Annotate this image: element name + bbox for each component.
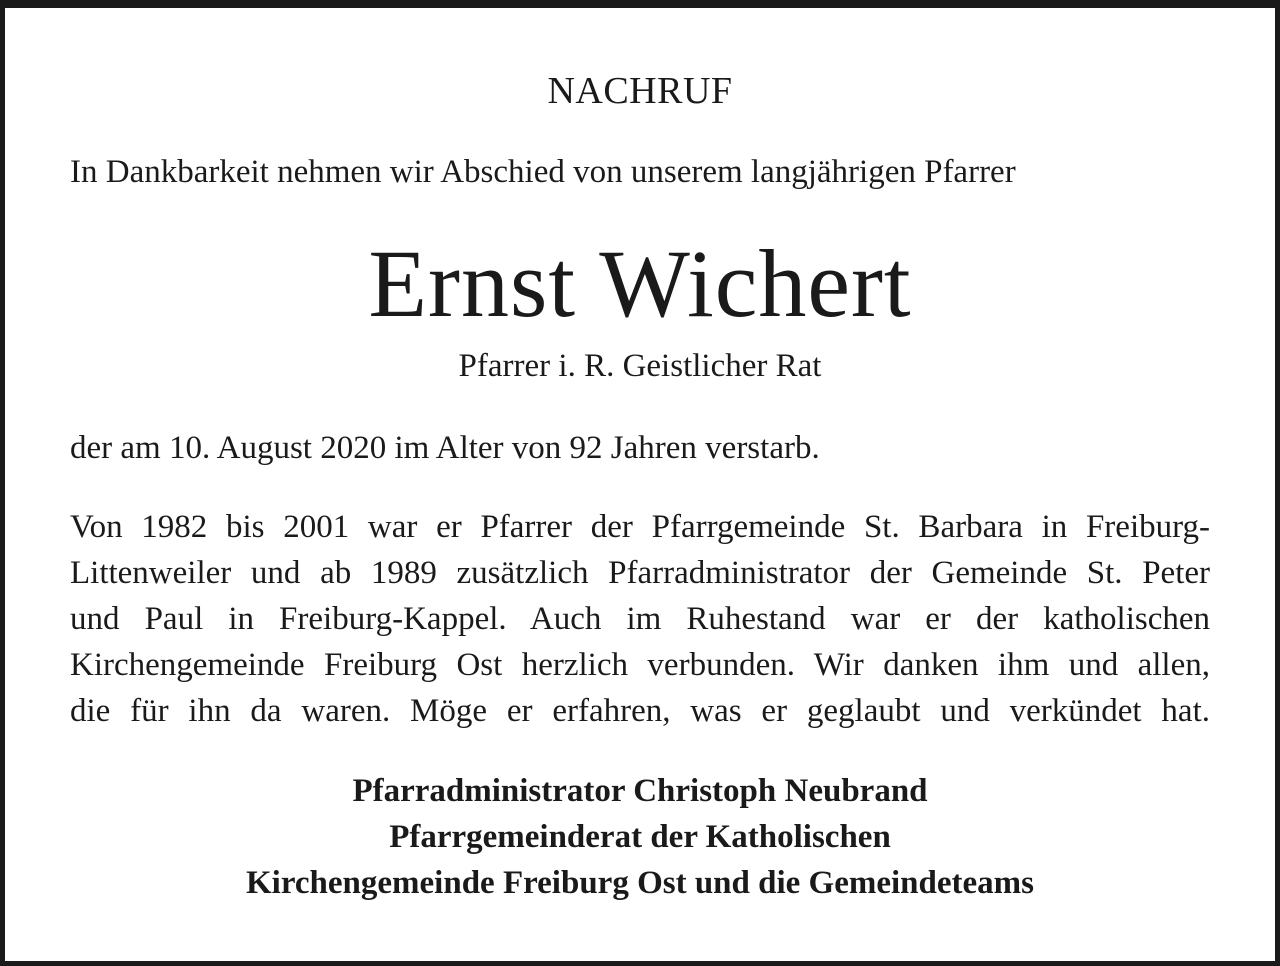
notice-heading: NACHRUF	[547, 70, 733, 112]
signature-line: Kirchengemeinde Freiburg Ost und die Gemeindeteams	[246, 865, 1034, 901]
biography-line: Littenweiler und ab 1989 zusätzlich Pfarradministrator der Gemeinde St. Peter	[70, 555, 1210, 591]
deceased-title: Pfarrer i. R. Geistlicher Rat	[458, 348, 822, 384]
intro-text: In Dankbarkeit nehmen wir Abschied von unserem langjährigen Pfarrer	[70, 154, 1016, 190]
biography-line: und Paul in Freiburg-Kappel. Auch im Ruhestand war er der katholischen	[70, 601, 1210, 637]
signature-line: Pfarrgemeinderat der Katholischen	[389, 819, 891, 855]
death-date-text: der am 10. August 2020 im Alter von 92 Jahren verstarb.	[70, 430, 820, 466]
deceased-name: Ernst Wichert	[368, 230, 912, 337]
signature-line: Pfarradministrator Christoph Neubrand	[352, 773, 928, 809]
biography-line: die für ihn da waren. Möge er erfahren, was er geglaubt und verkündet hat.	[70, 693, 1210, 729]
biography-paragraph	[70, 504, 1210, 734]
signature-block	[0, 768, 1280, 906]
biography-line: Von 1982 bis 2001 war er Pfarrer der Pfarrgemeinde St. Barbara in Freiburg-	[70, 509, 1210, 545]
biography-line: Kirchengemeinde Freiburg Ost herzlich verbunden. Wir danken ihm und allen,	[70, 647, 1210, 683]
